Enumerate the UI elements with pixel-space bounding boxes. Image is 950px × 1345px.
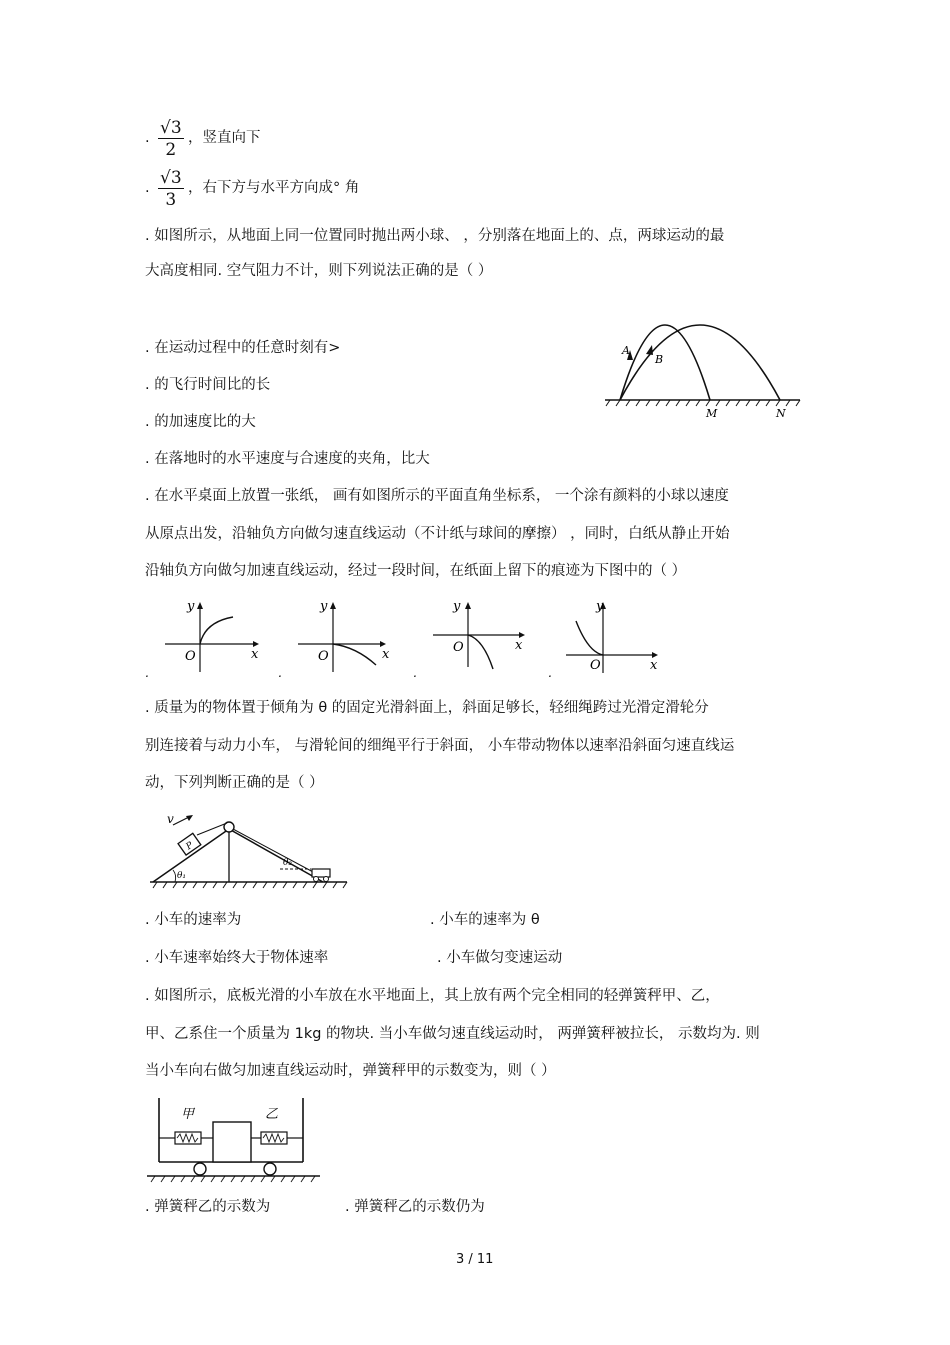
q1-line2: 大高度相同. 空气阻力不计，则下列说法正确的是（ ） [145, 263, 493, 279]
wheel-left [194, 1163, 206, 1175]
velocity-label: v [167, 812, 174, 826]
q3-option-b: . 小车的速率为 θ [430, 912, 540, 928]
cart [312, 869, 330, 877]
svg-text:O: O [318, 649, 329, 664]
q2-line3: 沿轴负方向做匀加速直线运动，经过一段时间，在纸面上留下的痕迹为下图中的（ ） [145, 563, 687, 579]
q3-line3: 动，下列判断正确的是（ ） [145, 775, 324, 791]
svg-text:.: . [278, 666, 282, 680]
spring-scale-right [261, 1132, 287, 1144]
block [213, 1122, 251, 1162]
svg-text:P: P [184, 840, 196, 853]
svg-text:θ₁: θ₁ [177, 871, 187, 881]
svg-text:x: x [382, 647, 390, 662]
graph-option-a [145, 597, 270, 679]
incline-figure [145, 807, 355, 892]
svg-text:.: . [413, 666, 417, 680]
spring-scale-left [175, 1132, 201, 1144]
q2-line1: . 在水平桌面上放置一张纸， 画有如图所示的平面直角坐标系， 一个涂有颜料的小球以速度 [145, 488, 729, 504]
q2-line2: 从原点出发，沿轴负方向做匀速直线运动（不计纸与球间的摩擦） ，同时，白纸从静止开始 [145, 526, 730, 542]
graph-option-d [548, 597, 673, 679]
q3-option-c: . 小车速率始终大于物体速率 [145, 950, 329, 966]
trace-curve [333, 644, 376, 665]
trace-curve [576, 621, 603, 655]
q4-line2: 甲、乙系住一个质量为 1kg 的物块. 当小车做匀速直线运动时， 两弹簧秤被拉长， 示数均为. 则 [145, 1026, 760, 1042]
trace-curve [468, 635, 493, 669]
svg-text:x: x [251, 647, 259, 662]
svg-text:x: x [650, 658, 658, 673]
label-m: M [706, 407, 718, 420]
svg-text:O: O [185, 649, 196, 664]
opt-d-text: ，右下方与水平方向成° 角 [188, 180, 360, 196]
svg-text:O: O [453, 640, 464, 655]
label-jia: 甲 [181, 1107, 195, 1122]
label-yi: 乙 [265, 1107, 279, 1122]
svg-text:.: . [145, 666, 149, 680]
projectile-figure [600, 320, 810, 425]
opt-d-dot: . [145, 180, 150, 196]
trajectory-a [620, 325, 710, 400]
q1-option-b: . 的飞行时间比的长 [145, 377, 271, 393]
svg-text:y: y [187, 599, 195, 614]
opt-c-text: ，竖直向下 [188, 130, 261, 146]
q3-line2: 别连接着与动力小车， 与滑轮间的细绳平行于斜面， 小车带动物体以速率沿斜面匀速直线运 [145, 738, 735, 754]
opt-c-dot: . [145, 130, 150, 146]
q1-option-a: . 在运动过程中的任意时刻有> [145, 340, 341, 356]
label-a: A [622, 344, 630, 357]
svg-text:x: x [515, 638, 523, 653]
svg-text:y: y [596, 599, 604, 614]
trajectory-b [620, 325, 780, 400]
fraction-sqrt3-over-3: $\frac{√3}{3}$ [160, 168, 182, 210]
q1-option-d: . 在落地时的水平速度与合速度的夹角，比大 [145, 451, 430, 467]
graph-option-b [278, 597, 403, 679]
fraction-sqrt3-over-2: $\frac{√3}{2}$ [160, 118, 182, 160]
q3-option-a: . 小车的速率为 [145, 912, 242, 928]
q4-option-a: . 弹簧秤乙的示数为 [145, 1199, 271, 1215]
svg-text:O: O [590, 658, 601, 673]
svg-text:.: . [548, 666, 552, 680]
q3-line1: . 质量为的物体置于倾角为 θ 的固定光滑斜面上，斜面足够长，轻细绳跨过光滑定滑轮分 [145, 700, 709, 716]
wheel-right [264, 1163, 276, 1175]
page-number: 3 / 11 [456, 1252, 494, 1267]
svg-text:y: y [453, 599, 461, 614]
q1-option-c: . 的加速度比的大 [145, 414, 256, 430]
label-b: B [655, 353, 664, 366]
q4-line1: . 如图所示，底板光滑的小车放在水平地面上，其上放有两个完全相同的轻弹簧秤甲、乙， [145, 988, 720, 1004]
q3-option-d: . 小车做匀变速运动 [437, 950, 563, 966]
q1-line1: . 如图所示，从地面上同一位置同时抛出两小球、 ，分别落在地面上的、点，两球运动的最 [145, 228, 725, 244]
q4-line3: 当小车向右做匀加速直线运动时，弹簧秤甲的示数变为，则（ ） [145, 1063, 556, 1079]
svg-text:y: y [320, 599, 328, 614]
spring-cart-figure [145, 1094, 325, 1186]
q4-option-b: . 弹簧秤乙的示数仍为 [345, 1199, 485, 1215]
svg-text:θ₂: θ₂ [283, 858, 293, 868]
label-n: N [776, 407, 786, 420]
trace-curve [200, 617, 233, 644]
graph-option-c [413, 597, 538, 679]
